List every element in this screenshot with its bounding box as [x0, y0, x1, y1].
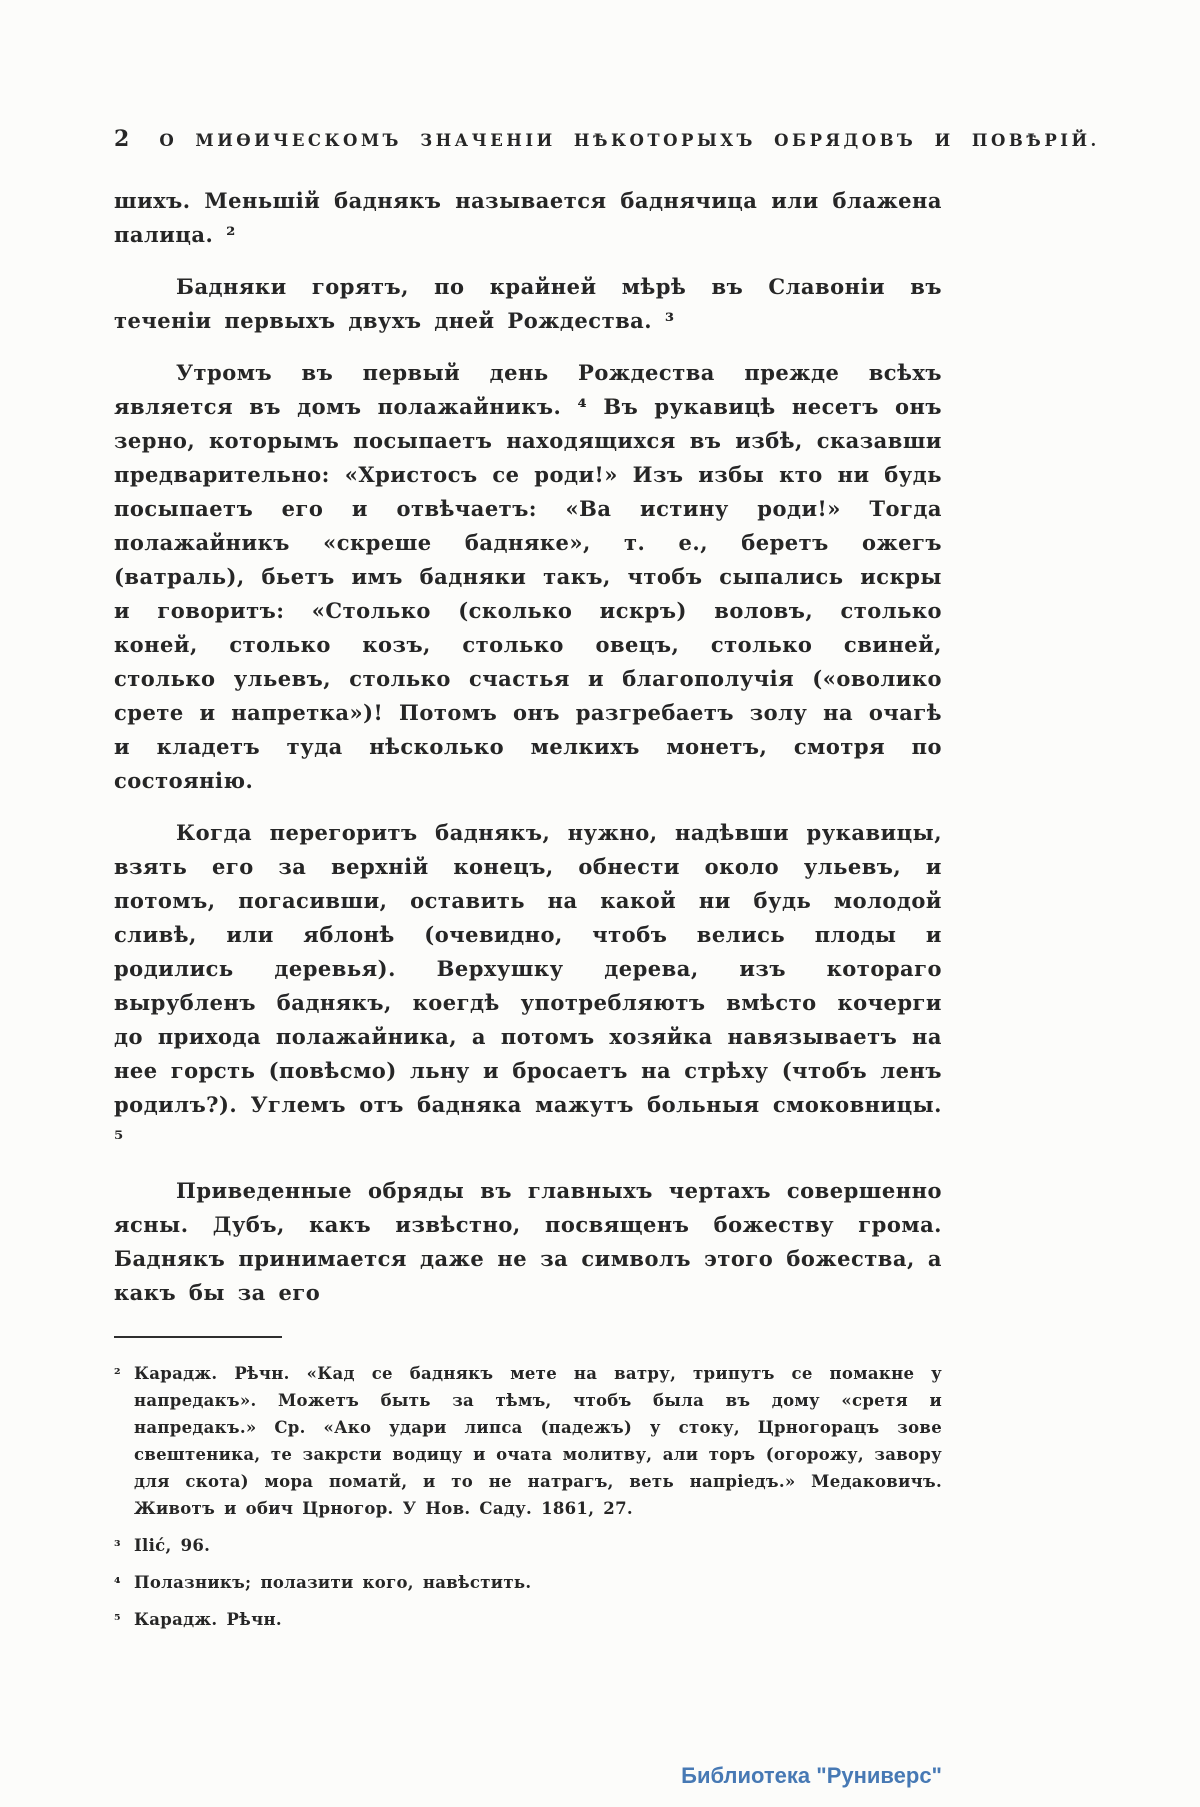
paragraph-5: Приведенные обряды въ главныхъ чертахъ совершенно ясны. Дубъ, какъ извѣстно, посвященъ божеству грома. Баднякъ принимается даже не за символъ этого божества, а какъ бы за его: [114, 1178, 942, 1305]
footnote-text: Карадж. Рѣчн. «Кад се баднякъ мете на ватру, трипутъ се помакне у напредакъ». Можетъ быть за тѣмъ, чтобъ была въ дому «сретя и напредакъ.» Ср. «Ако удари липса (падежъ) у стоку, Црногорацъ зове свештеника, те закрсти водицу и очата молитву, али торъ (огорожу, завору для скота) мора поматй, и то не натрагъ, веть напріедъ.» Медаковичъ. Животъ и обич Црногор. У Нов. Саду. 1861, 27.: [134, 1364, 942, 1518]
paragraph-3: Утромъ въ первый день Рождества прежде всѣхъ является въ домъ полажайникъ. ⁴ Въ рукавицѣ несетъ онъ зерно, которымъ посыпаетъ находящихся въ избѣ, сказавши предварительно: «Христосъ се роди!» Изъ избы кто ни будь посыпаетъ его и отвѣчаетъ: «Ва истину роди!» Тогда полажайникъ «скреше бадняке», т. е., беретъ ожегъ (ватраль), бьетъ имъ бадняки такъ, чтобъ сыпались искры и говоритъ: «Столько (сколько искръ) воловъ, столько коней, столько козъ, столько овецъ, столько свиней, столько ульевъ, столько счастья и благополучія («оволико срете и напретка»)! Потомъ онъ разгребаетъ золу на очагѣ и кладетъ туда нѣсколько мелкихъ монетъ, смотря по состоянію.: [114, 360, 942, 793]
footnote-text: Ilić, 96.: [134, 1536, 211, 1555]
footnote-marker: ⁵: [114, 1611, 121, 1629]
footnote-marker: ²: [114, 1365, 121, 1383]
running-title: О МИѲИЧЕСКОМЪ ЗНАЧЕНІИ НѢКОТОРЫХЪ ОБРЯДОВЪ И ПОВѢРІЙ.: [159, 131, 1100, 150]
footnote-text: Карадж. Рѣчн.: [134, 1610, 282, 1629]
footnotes-block: [114, 1360, 942, 1633]
paragraph-4: Когда перегоритъ баднякъ, нужно, надѣвши рукавицы, взять его за верхній конецъ, обнести около ульевъ, и потомъ, погасивши, оставить на какой ни будь молодой сливѣ, или яблонѣ (очевидно, чтобъ велись плоды и родились деревья). Верхушку дерева, изъ котораго вырубленъ баднякъ, коегдѣ употребляютъ вмѣсто кочерги до прихода полажайника, а потомъ хозяйка навязываетъ на нее горсть (повѣсмо) льну и бросаетъ на стрѣху (чтобъ ленъ родилъ?). Углемъ отъ бадняка мажутъ больныя смоковницы. ⁵: [114, 820, 942, 1151]
page-number: 2: [114, 126, 130, 152]
footnote-marker: ³: [114, 1537, 121, 1555]
footnote-text: Полазникъ; полазити кого, навѣстить.: [134, 1573, 532, 1592]
footnote-marker: ⁴: [114, 1574, 121, 1592]
page-header: [114, 126, 1100, 152]
footnote-divider: [114, 1336, 282, 1338]
footnote-item-3: [114, 1532, 942, 1559]
paragraph-1: шихъ. Меньшій баднякъ называется баднячица или блажена палица. ²: [114, 188, 942, 247]
main-text-block: [114, 184, 942, 1310]
footnote-item-2: [114, 1360, 942, 1522]
footnote-item-5: [114, 1606, 942, 1633]
library-watermark: Библиотека "Руниверс": [681, 1763, 942, 1788]
footnote-item-4: [114, 1569, 942, 1596]
paragraph-2: Бадняки горятъ, по крайней мѣрѣ въ Славоніи въ теченіи первыхъ двухъ дней Рождества. ³: [114, 274, 942, 333]
